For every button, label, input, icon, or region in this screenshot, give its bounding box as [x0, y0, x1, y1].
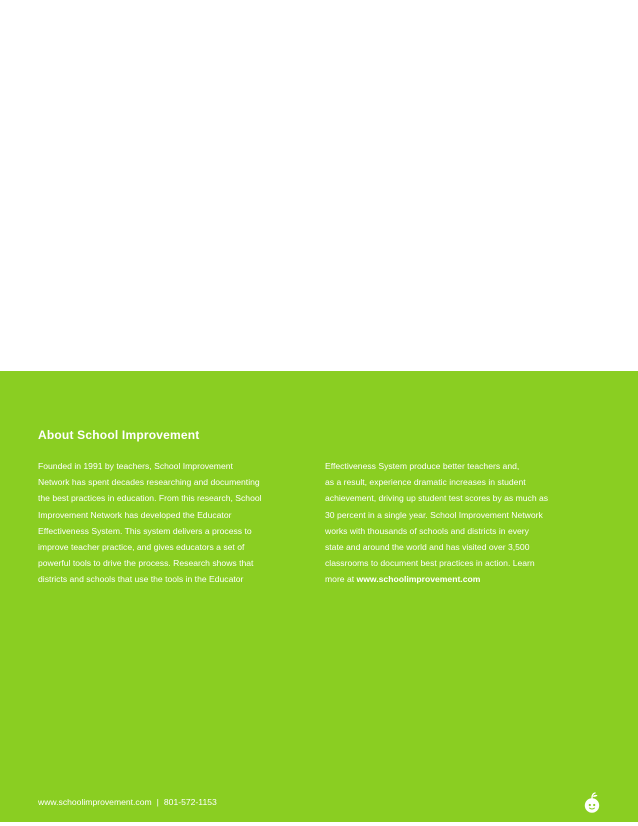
about-text-line: classrooms to document best practices in action. Learn [325, 558, 535, 569]
apple-face-icon [582, 792, 602, 814]
about-text-line: powerful tools to drive the process. Research shows that [38, 558, 254, 569]
about-text-line: Network has spent decades researching and documenting [38, 477, 260, 488]
about-text-line: 30 percent in a single year. School Improvement Network [325, 509, 543, 520]
about-text-line: works with thousands of schools and districts in every [325, 525, 529, 536]
footer-website-link[interactable]: www.schoolimprovement.com [38, 797, 152, 807]
footer-phone: 801-572-1153 [163, 797, 217, 807]
about-text-line: as a result, experience dramatic increases in student [325, 477, 526, 488]
about-text-line: achievement, driving up student test scores by as much as [325, 493, 549, 504]
footer-separator: | [156, 797, 159, 807]
about-text-line: Founded in 1991 by teachers, School Improvement [38, 461, 233, 471]
about-text-right-column [325, 458, 605, 588]
about-text-line: the best practices in education. From this research, School [38, 493, 262, 504]
footer-contact [38, 797, 217, 807]
about-text-line: improve teacher practice, and gives educators a set of [38, 542, 245, 553]
website-link[interactable]: www.schoolimprovement.com [356, 574, 481, 585]
bottom-border [0, 822, 638, 826]
about-text-line: districts and schools that use the tools in the Educator [38, 574, 244, 585]
about-heading: About School Improvement [38, 428, 200, 442]
blank-top-area [0, 0, 638, 371]
about-text-line: Improvement Network has developed the Educator [38, 509, 232, 520]
learn-more-line [325, 571, 605, 587]
about-text-left-column [38, 458, 315, 588]
learn-more-prefix: more at [325, 574, 357, 585]
about-text-line: Effectiveness System produce better teachers and, [325, 461, 520, 471]
about-text-line: state and around the world and has visited over 3,500 [325, 542, 530, 553]
about-text-line: Effectiveness System. This system delivers a process to [38, 525, 252, 536]
